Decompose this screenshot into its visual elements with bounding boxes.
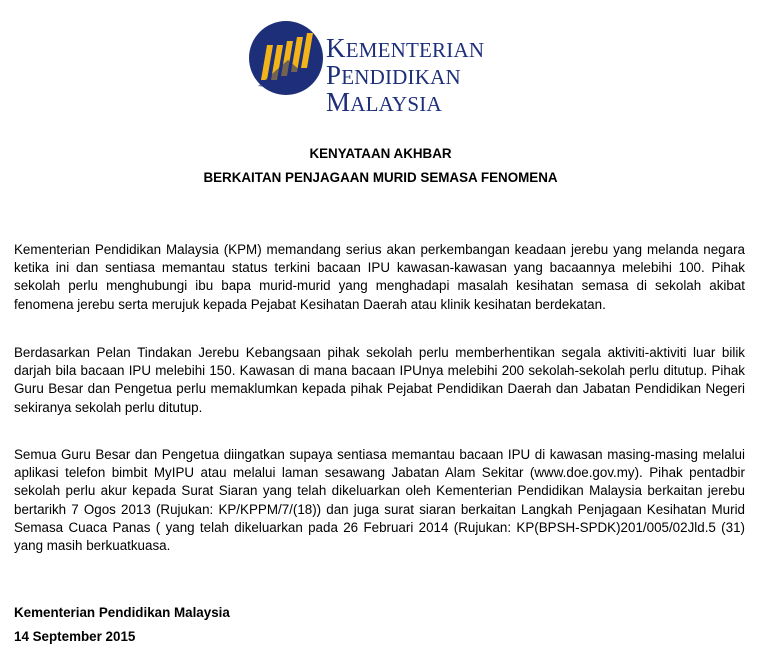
logo-wordmark [326,33,485,117]
press-release-subtitle: BERKAITAN PENJAGAAN MURID SEMASA FENOMENA [203,170,558,185]
ministry-emblem-icon [248,20,324,96]
paragraph-2: Berdasarkan Pelan Tindakan Jerebu Kebangsaan pihak sekolah perlu memberhentikan segala aktiviti-aktiviti luar bilik darjah bila bacaan IPU melebihi 150. Kawasan di mana bacaan IPUnya melebihi 200 sekolah-sekolah perlu ditutup. Pihak Guru Besar dan Pengetua perlu memaklumkan kepada pihak Pejabat Pendidikan Daerah dan Jabatan Pendidikan Negeri sekiranya sekolah perlu ditutup. [14,345,745,415]
signature-organization: Kementerian Pendidikan Malaysia [14,605,230,620]
paragraph-3: Semua Guru Besar dan Pengetua diingatkan supaya sentiasa memantau bacaan IPU di kawasan masing-masing melalui aplikasi telefon bimbit MyIPU atau melalui laman sesawang Jabatan Alam Sekitar (www.doe.gov.my). Pihak pentadbir sekolah perlu akur kepada Surat Siaran yang telah dikeluarkan oleh Kementerian Pendidikan Malaysia berkaitan jerebu bertarikh 7 Ogos 2013 (Rujukan: KP/KPPM/7/(18)) dan juga surat siaran berkaitan Langkah Penjagaan Kesihatan Murid Semasa Cuaca Panas ( yang telah dikeluarkan pada 26 Februari 2014 (Rujukan: KP(BPSH-SPDK)201/005/02Jld.5 (31) yang masih berkuatkuasa. [14,447,745,554]
logo-line-3: MALAYSIA [326,87,442,117]
release-date: 14 September 2015 [14,629,136,644]
logo-line-1: KEMENTERIAN [326,33,485,63]
press-release-title: KENYATAAN AKHBAR [309,146,452,161]
paragraph-1: Kementerian Pendidikan Malaysia (KPM) memandang serius akan perkembangan keadaan jerebu yang melanda negara ketika ini dan sentiasa memantau status terkini bacaan IPU kawasan-kawasan yang bacaannya melebihi 100. Pihak sekolah perlu menghubungi ibu bapa murid-murid yang menghadapi masalah kesihatan semasa di sekolah akibat fenomena jerebu serta merujuk kepada Pejabat Kesihatan Daerah atau klinik kesihatan berdekatan. [14,242,745,312]
logo-line-2: PENDIDIKAN [326,60,461,90]
ministry-logo [248,18,518,118]
